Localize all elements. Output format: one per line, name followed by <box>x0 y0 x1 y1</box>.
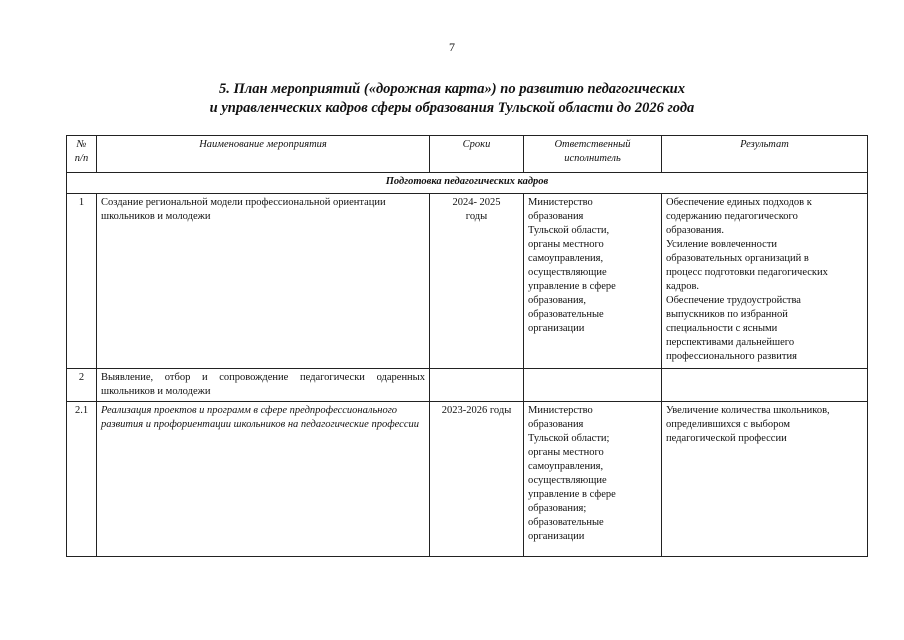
executor-line: образования <box>528 419 584 430</box>
executor-line: органы местного <box>528 447 604 458</box>
result-line: Обеспечение единых подходов к <box>666 197 812 208</box>
row-result <box>662 369 868 402</box>
row-term <box>430 369 524 402</box>
row-activity-name: Выявление, отбор и сопровождение педагогически одаренных школьников и молодежи <box>97 369 430 402</box>
row-executor <box>524 369 662 402</box>
executor-line: самоуправления, <box>528 461 604 472</box>
executor-line: организации <box>528 323 585 334</box>
header-result: Результат <box>662 136 868 173</box>
result-line: Обеспечение трудоустройства <box>666 295 801 306</box>
result-line: кадров. <box>666 281 700 292</box>
header-term: Сроки <box>430 136 524 173</box>
executor-line: Министерство <box>528 197 593 208</box>
result-line: определившихся с выбором <box>666 419 791 430</box>
executor-line: управление в сфере <box>528 281 616 292</box>
executor-line: образования; <box>528 503 587 514</box>
row-term-line-1: 2024- 2025 <box>452 197 501 208</box>
executor-line: организации <box>528 531 585 542</box>
row-number: 2 <box>67 369 97 402</box>
executor-line: управление в сфере <box>528 489 616 500</box>
executor-line: образования <box>528 211 584 222</box>
table-row <box>67 402 868 557</box>
row-number: 1 <box>67 194 97 369</box>
header-num <box>67 136 97 173</box>
result-line: образования. <box>666 225 725 236</box>
row-term-line-2: годы <box>465 211 488 222</box>
header-num-line-1: № <box>76 139 87 150</box>
result-line: выпускников по избранной <box>666 309 788 320</box>
row-term <box>430 194 524 369</box>
executor-line: самоуправления, <box>528 253 604 264</box>
executor-line: образовательные <box>528 309 604 320</box>
row-number: 2.1 <box>67 402 97 557</box>
result-line: Увеличение количества школьников, <box>666 405 830 416</box>
table-row <box>67 369 868 402</box>
result-line: Усиление вовлеченности <box>666 239 778 250</box>
executor-line: Тульской области, <box>528 225 610 236</box>
title-line-2: и управленческих кадров сферы образования Тульской области до 2026 года <box>209 100 695 116</box>
section-title: Подготовка педагогических кадров <box>67 173 868 194</box>
title-line-1: 5. План мероприятий («дорожная карта») по развитию педагогических <box>218 81 686 97</box>
document-title <box>120 80 784 118</box>
row-result <box>662 402 868 557</box>
row-activity-name: Создание региональной модели профессиональной ориентации школьников и молодежи <box>97 194 430 369</box>
roadmap-table <box>66 135 868 557</box>
row-executor <box>524 194 662 369</box>
page-number: 7 <box>449 40 455 54</box>
executor-line: образования, <box>528 295 587 306</box>
table-header-row <box>67 136 868 173</box>
header-num-line-2: п/п <box>74 153 89 164</box>
executor-line: органы местного <box>528 239 604 250</box>
result-line: перспективами дальнейшего <box>666 337 795 348</box>
row-result <box>662 194 868 369</box>
header-name: Наименование мероприятия <box>97 136 430 173</box>
result-line: процесс подготовки педагогических <box>666 267 828 278</box>
result-line: педагогической профессии <box>666 433 787 444</box>
section-row <box>67 173 868 194</box>
row-term: 2023-2026 годы <box>430 402 524 557</box>
result-line: профессионального развития <box>666 351 797 362</box>
executor-line: Министерство <box>528 405 593 416</box>
result-line: содержанию педагогического <box>666 211 798 222</box>
table-row <box>67 194 868 369</box>
executor-line: Тульской области; <box>528 433 610 444</box>
row-activity-name: Реализация проектов и программ в сфере предпрофессионального развития и профориентации школьников на педагогические профессии <box>97 402 430 557</box>
executor-line: образовательные <box>528 517 604 528</box>
executor-line: осуществляющие <box>528 475 607 486</box>
header-executor <box>524 136 662 173</box>
header-executor-line-2: исполнитель <box>564 153 621 164</box>
header-executor-line-1: Ответственный <box>554 139 631 150</box>
result-line: образовательных организаций в <box>666 253 809 264</box>
row-executor <box>524 402 662 557</box>
result-line: специальности с ясными <box>666 323 778 334</box>
executor-line: осуществляющие <box>528 267 607 278</box>
